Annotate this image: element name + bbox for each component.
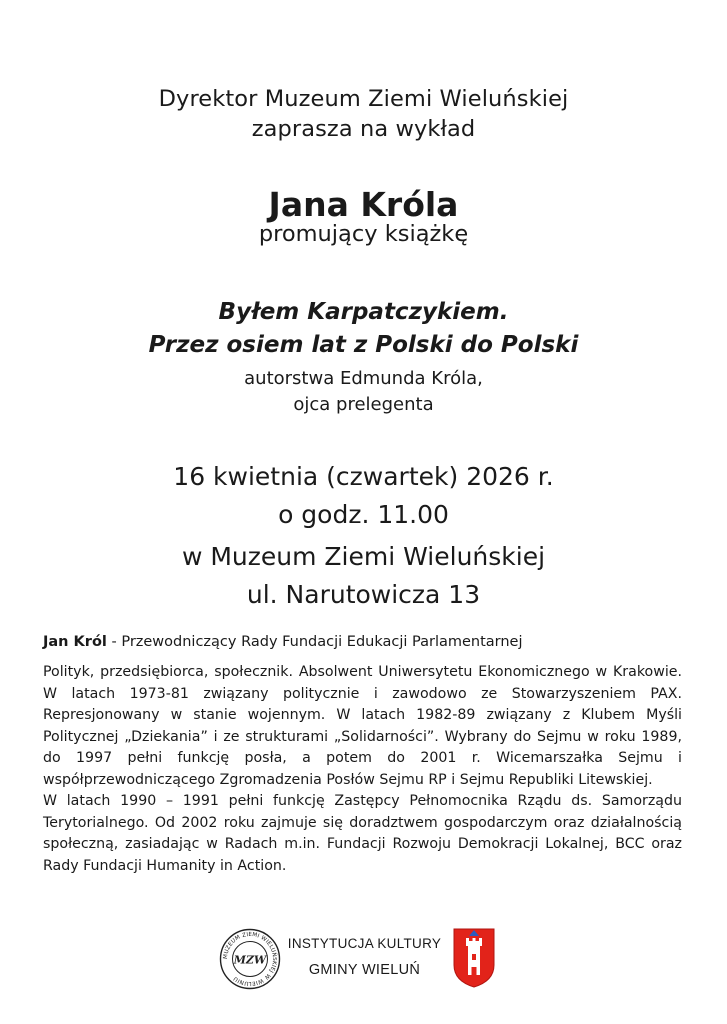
- event-time: o godz. 11.00: [278, 500, 449, 529]
- organizer-line-1: Dyrektor Muzeum Ziemi Wieluńskiej: [158, 86, 569, 112]
- seal-monogram: MZW: [233, 953, 267, 967]
- speaker-name: Jana Króla: [268, 185, 459, 224]
- book-author: [0, 366, 727, 418]
- book-author-line-1: autorstwa Edmunda Króla,: [244, 368, 483, 389]
- event-venue: w Muzeum Ziemi Wieluńskiej: [181, 542, 546, 571]
- promo-text: promujący książkę: [258, 221, 469, 247]
- bio-paragraph-2: W latach 1990 – 1991 pełni funkcję Zastępcy Pełnomocnika Rządu ds. Samorządu Terytorialnego. Od 2002 roku zajmuje się doradztwem gospodarczym oraz działalnością społeczną, zasiadając w Radach m.in. Fundacji Rozwoju Demokracji Lokalnej, BCC oraz Rady Fundacji Humanity in Action.: [43, 793, 682, 874]
- event-date: 16 kwietnia (czwartek) 2026 r.: [173, 462, 554, 491]
- bio-paragraph-1: Polityk, przedsiębiorca, społecznik. Absolwent Uniwersytetu Ekonomicznego w Krakowie. W latach 1973-81 związany politycznie i zawodowo ze Stowarzyszeniem PAX. Represjonowany w stanie wojennym. W latach 1982-89 związany z Klubem Myśli Politycznej „Dziekania” i ze strukturami „Solidarności”. Wybrany do Sejmu w roku 1989, do 1997 pełni funkcję posła, a potem do 2001 r. Wicemarszałka Sejmu i współprzewodniczącego Zgromadzenia Posłów Sejmu RP i Sejmu Republiki Litewskiej.: [43, 664, 682, 788]
- bio-heading: [43, 632, 683, 652]
- seal-text: MUZEUM ZIEMI WIELUŃSKIEJ W WIELUNIU: [222, 931, 278, 987]
- bio-name: Jan Król: [43, 634, 107, 650]
- organizer-heading: [0, 84, 727, 144]
- wielun-coat-of-arms-icon: [452, 927, 496, 989]
- footer: [0, 920, 727, 1000]
- bio-role: - Przewodniczący Rady Fundacji Edukacji Parlamentarnej: [106, 634, 523, 650]
- museum-seal-icon: [219, 928, 281, 990]
- book-author-line-2: ojca prelegenta: [293, 394, 434, 415]
- institution-line-2: GMINY WIELUŃ: [308, 962, 421, 978]
- book-title-line-2: Przez osiem lat z Polski do Polski: [148, 332, 579, 358]
- event-datetime: [0, 458, 727, 534]
- book-title: [0, 296, 727, 362]
- book-title-line-1: Byłem Karpatczykiem.: [218, 299, 509, 325]
- institution-line-1: INSTYTUCJA KULTURY: [287, 936, 442, 951]
- institution-label: [282, 936, 447, 978]
- bio-body: [43, 662, 682, 877]
- organizer-line-2: zaprasza na wykład: [251, 116, 476, 142]
- event-address: ul. Narutowicza 13: [246, 580, 481, 609]
- event-location: [0, 538, 727, 614]
